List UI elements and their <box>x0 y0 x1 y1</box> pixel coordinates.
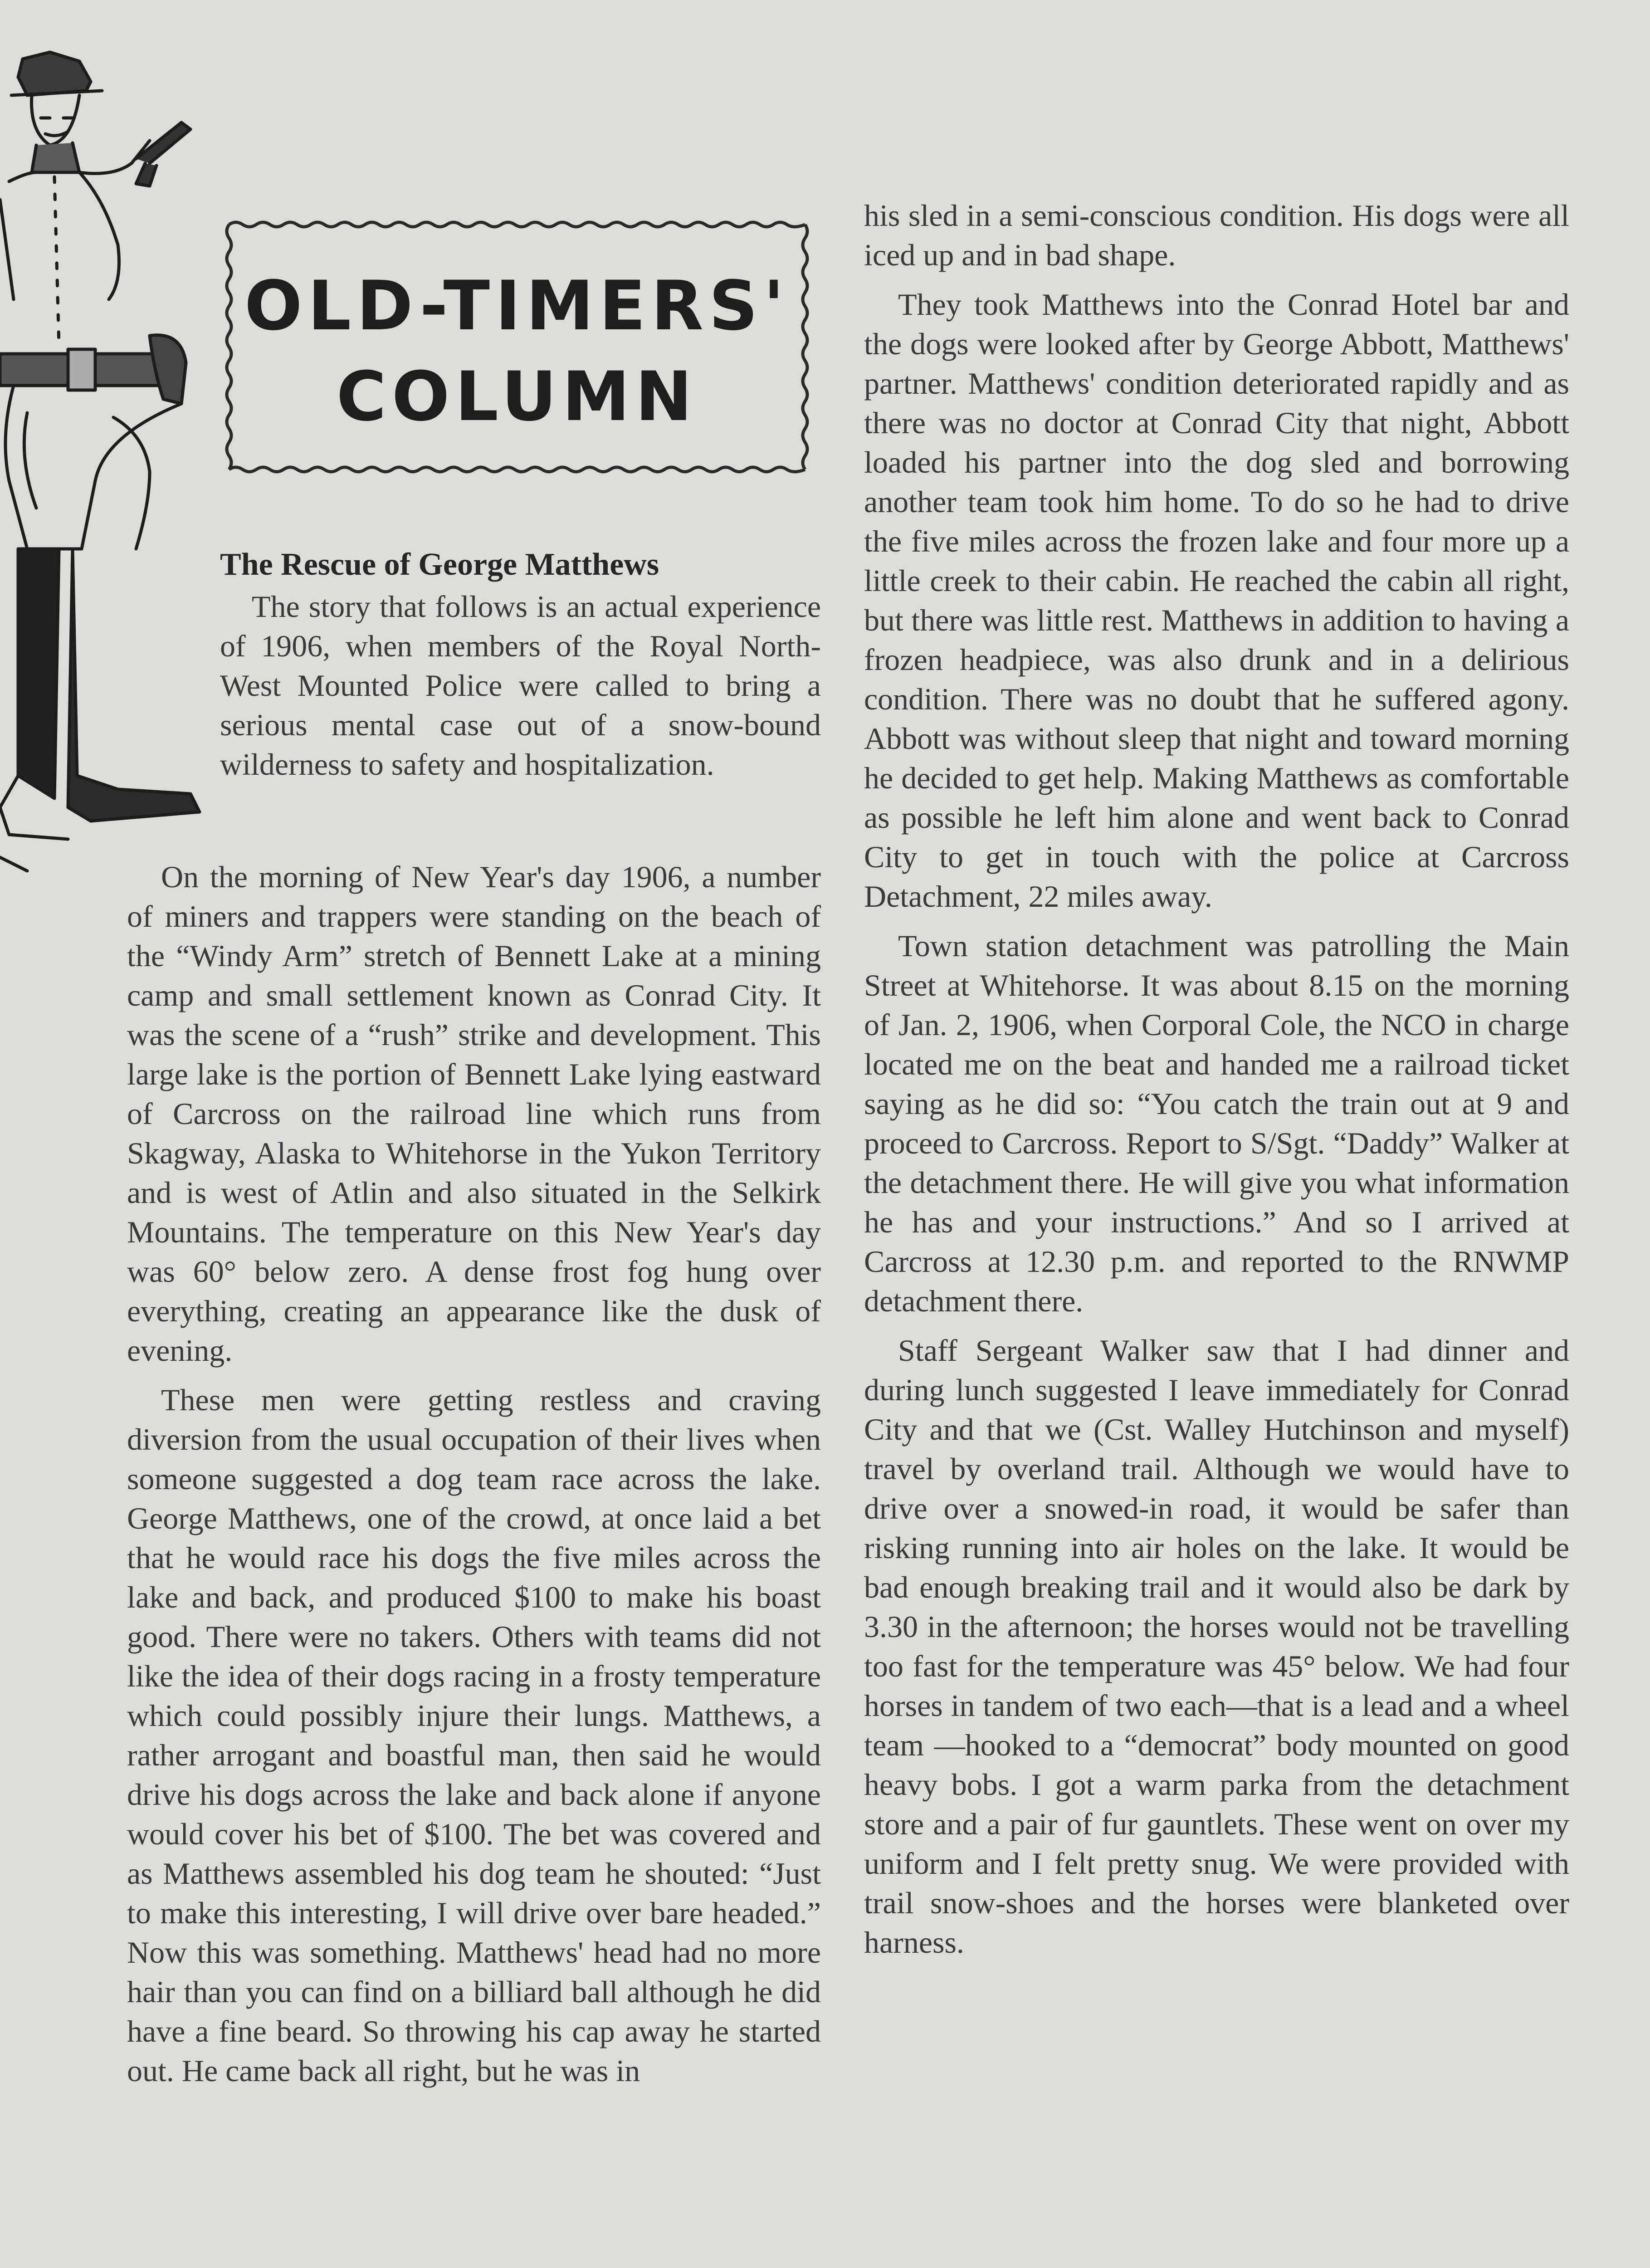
article-heading: The Rescue of George Matthews <box>220 547 659 582</box>
body-paragraph: Staff Sergeant Walker saw that I had dinner and during lunch suggested I leave immediately for Conrad City and that we (Cst. Walley Hutchinson and myself) travel by overland trail. Although we would have to drive over a snowed-in road, it would be safer than risking running into air holes on the lake. It would be bad enough breaking trail and it would also be dark by 3.30 in the afternoon; the horses would not be travelling too fast for the temperature was 45° below. We had four horses in tandem of two each—that is a lead and a wheel team —hooked to a “democrat” body mounted on good heavy bobs. I got a warm parka from the detachment store and a pair of fur gauntlets. These went on over my uniform and I felt pretty snug. We were provided with trail snow-shoes and the horses were blanketed over harness. <box>864 1333 1569 1960</box>
body-paragraph: Town station detachment was patrolling the Main Street at Whitehorse. It was about 8.15 on the morning of Jan. 2, 1906, when Corporal Cole, the NCO in charge located me on the beat and handed me a railroad ticket saying as he did so: “You catch the train out at 9 and proceed to Carcross. Report to S/Sgt. “Daddy” Walker at the detachment there. He will give you what information he has and your instructions.” And so I arrived at Carcross at 12.30 p.m. and reported to the RNWMP detachment there. <box>864 929 1569 1318</box>
column-title-box <box>222 218 812 476</box>
mountie-with-revolver-illustration <box>0 27 213 880</box>
continued-paragraph: his sled in a semi-conscious condition. His dogs were all iced up and in bad shape. <box>864 198 1569 272</box>
left-column-body <box>127 857 821 2101</box>
title-line-1: OLD-TIMERS' <box>244 267 790 346</box>
right-column-body <box>864 196 1569 1972</box>
title-line-2: COLUMN <box>336 357 698 436</box>
body-paragraph: On the morning of New Year's day 1906, a number of miners and trappers were standing on the beach of the “Windy Arm” stretch of Bennett Lake at a mining camp and small settlement known as Conrad City. It was the scene of a “rush” strike and development. This large lake is the portion of Bennett Lake lying eastward of Carcross on the railroad line which runs from Skagway, Alaska to Whitehorse in the Yukon Territory and is west of Atlin and also situated in the Selkirk Mountains. The temperature on this New Year's day was 60° below zero. A dense frost fog hung over everything, creating an appearance like the dusk of evening. <box>127 860 821 1368</box>
body-paragraph: They took Matthews into the Conrad Hotel bar and the dogs were looked after by George Abbott, Matthews' partner. Matthews' condition deteriorated rapidly and as there was no doctor at Conrad City that night, Abbott loaded his partner into the dog sled and borrowing another team took him home. To do so he had to drive the five miles across the frozen lake and four more up a little creek to their cabin. He reached the cabin all right, but there was little rest. Matthews in addition to having a frozen headpiece, was also drunk and in a delirious condition. There was no doubt that he suffered agony. Abbott was without sleep that night and toward morning he decided to get help. Making Matthews as comfortable as possible he left him alone and went back to Conrad City to get in touch with the police at Carcross Detachment, 22 miles away. <box>864 287 1569 914</box>
left-column-intro <box>220 544 821 784</box>
body-paragraph: These men were getting restless and craving diversion from the usual occupation of their lives when someone suggested a dog team race across the lake. George Matthews, one of the crowd, at once laid a bet that he would race his dogs the five miles across the lake and back, and produced $100 to make his boast good. There were no takers. Others with teams did not like the idea of their dogs racing in a frosty temperature which could possibly injure their lungs. Matthews, a rather arrogant and boastful man, then said he would drive his dogs across the lake and back alone if anyone would cover his bet of $100. The bet was covered and as Matthews assembled his dog team he shouted: “Just to make this interesting, I will drive over bare headed.” Now this was something. Matthews' head had no more hair than you can find on a billiard ball although he did have a fine beard. So throwing his cap away he started out. He came back all right, but he was in <box>127 1383 821 2088</box>
intro-paragraph: The story that follows is an actual experience of 1906, when members of the Royal North-West Mounted Police were called to bring a serious mental case out of a snow-bound wilderness to safety and hospitalization. <box>220 589 821 782</box>
wavy-border-frame <box>222 218 812 476</box>
